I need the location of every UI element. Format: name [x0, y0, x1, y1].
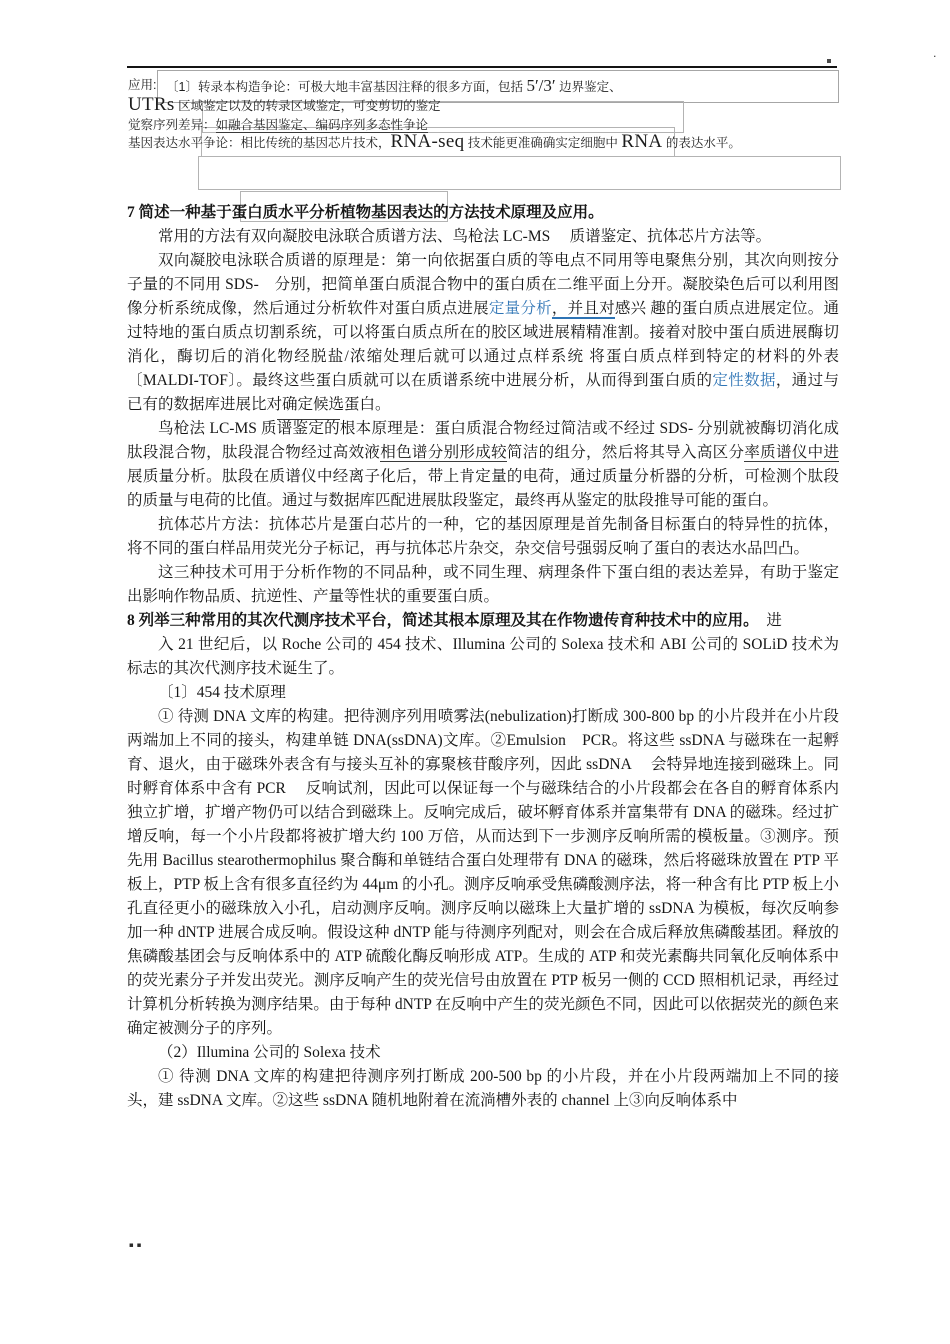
question-7-heading: 7 简述一种基于蛋白质水平分析植物基因表达的方法技术原理及应用。: [127, 204, 604, 221]
application-label: 应用:: [128, 78, 157, 92]
text-run: 〔1〕转录本构造争论：可极大地丰富基因注释的很多方面，包括: [166, 80, 527, 94]
text-run: 入 21 世纪后，以 Roche 公司的 454 技术、Illumina 公司的 Solexa 技术和 ABI 公司的 SOLiD 技术为标志的其次代测序技术诞生了。: [127, 636, 839, 677]
q7-paragraph-methods: [127, 225, 839, 249]
text-run: 率质谱仪中进: [744, 444, 839, 461]
inline-link[interactable]: 定性数据: [712, 372, 776, 389]
stray-bottom-marks: ▪▪: [129, 1241, 145, 1249]
annotation-line-2: [128, 96, 441, 115]
q7-paragraph-shotgun: [127, 417, 839, 513]
stray-corner-mark: ·: [933, 50, 937, 63]
text-run: 边界鉴定、: [555, 80, 622, 94]
text-run: 简洁的组分，然后将其导入高区分: [506, 444, 745, 461]
text-run: 〔1〕454 技术原理: [158, 684, 286, 701]
text-run: （2）Illumina 公司的 Solexa 技术: [158, 1044, 381, 1061]
text-run: ，通过与已有的数据库进展比对确定候选蛋白。: [127, 372, 839, 413]
annotation-line-4: [128, 133, 741, 152]
text-run: 谱鉴定的: [276, 420, 340, 437]
text-run: 如融合基因鉴定、编码序列多态性争论: [215, 118, 429, 132]
text-run: 技术能更准确确实定细胞中: [464, 136, 622, 150]
text-run: 5′/3′: [526, 76, 556, 95]
q8-paragraph-solexa-title: [127, 1041, 839, 1065]
text-run: 觉察序列差异：: [128, 118, 216, 132]
text-run: UTRs: [128, 94, 175, 115]
text-run: 展质量分析。肽段在质谱仪中经离子化后，带上肯定量的电荷，通过质量分析器的分析，可检测个肽段的质量与电荷的比值。通过与数据库匹配进展肽段鉴定，最终再从鉴定的肽段推导可能的蛋白。: [127, 468, 839, 509]
text-run: 区域鉴定以及的转录区域鉴定，可变剪切的鉴定: [174, 99, 441, 113]
text-run: RNA: [621, 131, 663, 152]
text-run: ① 待测 DNA 文库的构建。把待测序列用喷雾法(nebulization)打断成 300-800 bp 的小片段并在小片段两端加上不同的接头，构建单链 DNA(ssDNA)文库。②Emulsion PCR。将这些 ssDNA 与磁珠在一起孵育、退火，由于磁珠外表含有与接头互补的寡聚核苷酸序列，因此 ssDNA 会特异地连接到磁珠上。同时孵育体系中含有 PCR 反响试剂，因此可以保证每一个与磁珠结合的小片段都会在各自的孵育体系内独立扩增，扩增产物仍可以结合到磁珠上。反响完成后，破坏孵育体系并富集带有 DNA 的磁珠。经过扩增反响，每一个小片段都将被扩增大约 100 万倍，从而达到下一步测序反响所需的模板量。③测序。预先用 Bacillus stearothermophilus 聚合酶和单链结合蛋白处理带有 DNA 的磁珠，然后将磁珠放置在 PTP 平板上，PTP 板上含有很多直径约为 44μm 的小孔。测序反响承受焦磷酸测序法，将一种含有比 PTP 板上小孔直径更小的磁珠放入小孔，启动测序反响。测序反响以磁珠上大量扩增的 ssDNA 为模板，每次反响参加一种 dNTP 进展合成反响。假设这种 dNTP 能与待测序列配对，则会在合成后释放焦磷酸基团。释放的焦磷酸基团会与反响体系中的 ATP 硫酸化酶反响形成 ATP。生成的 ATP 和荧光素酶共同氧化反响体系中的荧光素分子并发出荧光。测序反响产生的荧光信号由放置在 PTP 板另一侧的 CCD 照相机记录，再经过计算机分析转换为测序结果。由于每种 dNTP 在反响中产生的荧光颜色不同，因此可以依据荧光的颜色来确定被测分子的序列。: [127, 708, 840, 1037]
q7-paragraph-antibody-chip: [127, 513, 839, 561]
text-run: 根本原理是：蛋白质混合物经过简洁或不经过 SDS- 分别就被酶切消化成肽段混合物，肽段混合物经过高效液: [127, 420, 839, 461]
top-horizontal-rule: [127, 66, 837, 68]
stray-line-end-mark: [827, 59, 831, 63]
q8-paragraph-454-title: [127, 681, 839, 705]
q7-paragraph-2d-gel: [127, 249, 839, 417]
text-run: ，并且对: [551, 300, 615, 317]
text-run: 感兴 趣的蛋白质点进展定位。通过特地的蛋白质点切割系统，可以将蛋白质点所在的胶区域进展精精准割。接着对胶中蛋白质进展酶切消化，酶切后的消化物经脱盐/浓缩处理后就可以通过点样系统 将蛋白质点样到特定的材料的外表〔MALDI-TOF〕。最终这些蛋白质就可以在质谱系统中进展分析，从而得到蛋白质的: [127, 300, 839, 389]
text-run: 双向凝胶电泳联合质谱的原理是：第一向依据蛋白质的等电点不同用等电聚焦分别，其次向则按分子量的不同用 SDS- 分别，把简单蛋白质混合物中的蛋白质在二维平面上分开。凝胶染色后可以利用图像分析系统成像，然后通过分析软件对蛋白质点进展: [127, 252, 839, 317]
text-run: 的表达水平。: [662, 136, 741, 150]
q8-paragraph-intro: [127, 633, 839, 681]
text-run: 基因表达水平争论：相比传统的基因芯片技术，: [128, 136, 391, 150]
text-run: 进: [750, 612, 782, 629]
q7-paragraph-summary: [127, 561, 839, 609]
text-run: 鸟枪法 LC-MS 质: [158, 420, 277, 437]
text-run: RNA-seq: [390, 131, 465, 152]
q8-paragraph-454-detail: [127, 705, 839, 1041]
inline-link[interactable]: 定量分析: [488, 300, 552, 317]
text-run: ① 待测 DNA 文库的构建把待测序列打断成 200-500 bp 的小片段，并在小片段两端加上不同的接头，建 ssDNA 文库。②这些 ssDNA 随机地附着在流淌槽外表的 channel 上③向反响体系中: [127, 1068, 839, 1109]
text-run: 8 列举三种常用的其次代测序技术平台，简述其根本原理及其在作物遗传育种技术中的应用。: [127, 612, 751, 629]
document-body: [127, 201, 839, 1113]
text-run: 相色谱分别形成较: [380, 444, 507, 461]
text-run: 常用的方法有双向凝胶电泳联合质谱方法、鸟枪法 LC-MS 质谱鉴定、抗体芯片方法等。: [158, 228, 772, 245]
question-8-heading: [127, 609, 839, 633]
text-run: 这三种技术可用于分析作物的不同品种，或不同生理、病理条件下蛋白组的表达差异，有助于鉴定出影响作物品质、抗逆性、产量等性状的重要蛋白质。: [127, 564, 839, 605]
annotation-line-1: [166, 77, 622, 96]
text-run: 抗体芯片方法：抗体芯片是蛋白芯片的一种，它的基因原理是首先制备目标蛋白的特异性的抗体，将不同的蛋白样品用荧光分子标记，再与抗体芯片杂交，杂交信号强弱反响了蛋白的表达水品凹凸。: [127, 516, 839, 557]
annotation-line-3: [128, 117, 428, 134]
empty-text-frame-wide: [198, 156, 841, 190]
q8-paragraph-solexa-detail: [127, 1065, 839, 1113]
